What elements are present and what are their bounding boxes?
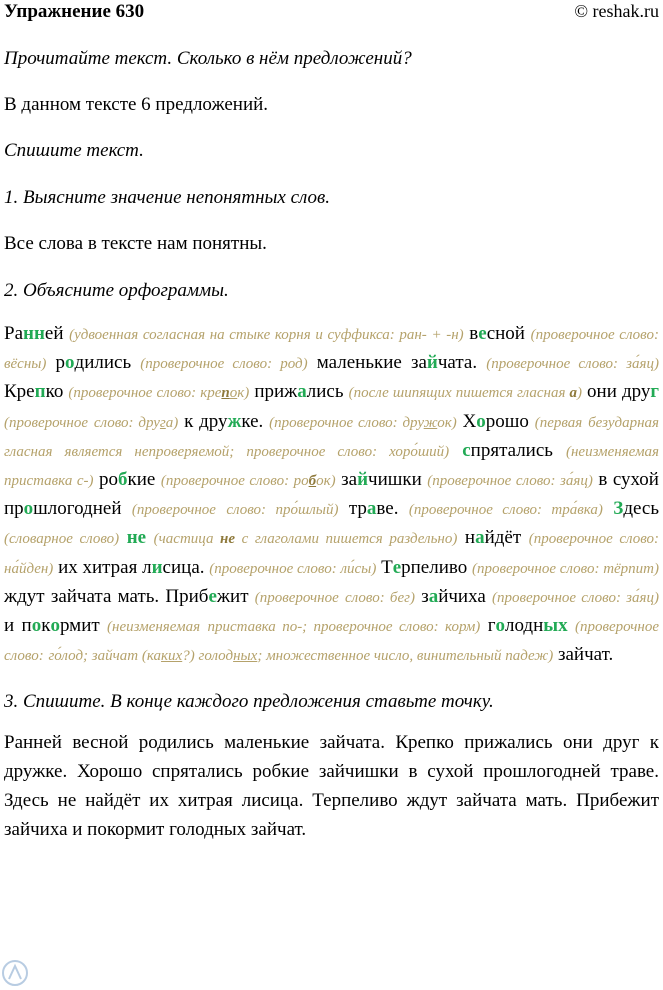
orthogram-comment: ок) [316,473,336,490]
orthogram-letter: е [478,323,487,344]
text-fragment: за [341,469,358,491]
orthogram-letter: й [426,352,438,374]
orthogram-letter: о [50,615,60,637]
text-fragment: лодн [504,615,544,637]
question-3: 1. Выясните значение непонятных слов. [4,187,331,208]
orthogram-comment: (проверочное слово: тёрпит) [471,560,660,577]
answer-3: Все слова в тексте нам понятны. [4,233,267,254]
orthogram-comment: (проверочное слово: род) [140,356,308,373]
orthogram-comment: к) [237,385,250,402]
text-fragment: прятались [470,439,566,461]
orthogram-comment: (проверочное слово: тра́вка) [408,502,603,519]
orthogram-comment: (проверочное слово: кре [68,385,222,402]
orthogram-comment: ок) [437,414,457,431]
orthogram-comment: (проверочное [131,502,216,519]
text-fragment: ро [93,469,118,491]
text-fragment: Т [376,556,393,578]
text-fragment: рошо [485,410,535,432]
text-fragment: ждут зайчата мать. Приб [4,585,209,607]
orthogram-letter: ж [227,410,242,432]
exercise-title: Упражнение 630 [4,1,145,22]
text-fragment: ве. [376,498,409,520]
text-fragment: маленькие [307,352,411,374]
orthogram-comment: (проверочное слово: ро [160,473,309,490]
orthogram-comment: ) [577,385,582,402]
text-fragment [146,527,154,548]
text-fragment: к дру [178,410,228,432]
question-4: 2. Объясните орфограммы. [4,280,229,301]
copied-text: Ранней весной родились маленькие зайчата. Крепко прижались они друг к дружке. Хорошо спрятались робкие зайчишки в сухой прошлогодней траве. Здесь не найдёт их хитрая лисица. Терпеливо ждут зайчата мать. Прибежит зайчиха и покормит голодных зайчат. [4,732,659,840]
text-fragment: з [414,585,429,607]
watermark-logo [0,958,30,988]
question-2: Спишите текст. [4,140,144,161]
orthogram-letter: с [462,439,471,461]
orthogram-comment: (неизменяемая приставка с-) [4,443,660,490]
orthogram-comment: (проверочное [254,589,339,606]
orthogram-comment: с глаголами пишется раздельно) [235,531,458,548]
text-fragment: в [463,323,479,344]
orthogram-comment: (проверочное слово: за́яц) [427,473,593,490]
text-fragment: дились [74,352,141,374]
orthogram-comment: а [569,385,577,402]
orthogram-comment: (удвоенная согласная на стыке корня и суффикса: ран- + -н) [69,327,464,343]
orthogram-comment: приставка по-; проверочное слово: корм) [207,619,481,636]
text-fragment: в сухой пр [4,469,659,520]
orthogram-comment: слово: бег) [345,589,415,606]
text-fragment: Кре [4,381,35,403]
text-fragment: ей [44,323,70,344]
text-fragment [603,498,613,519]
orthogram-comment: (проверочное слово: за́яц) [492,589,660,606]
orthogram-letter: й [357,469,369,491]
orthogram-comment: го́лод; зайчат (ка [48,648,162,665]
orthogram-comment: безударная гласная является непроверяемой; проверочное слово: хоро́ший) [4,414,659,460]
orthogram-explanation [4,320,659,670]
text-fragment: они дру [582,381,651,403]
text-fragment: Х [456,410,477,432]
orthogram-comment: п [221,385,230,402]
orthogram-comment: (словарное слово) [4,531,120,548]
text-fragment: кие [127,469,161,491]
orthogram-comment: слово: дру [93,414,160,431]
orthogram-letter: нн [23,323,45,344]
orthogram-comment: ?) голод [182,648,234,665]
text-fragment: тр [338,498,367,520]
orthogram-comment: б [308,473,317,490]
orthogram-letter: а [428,585,439,607]
orthogram-comment: (проверочное слово: [528,531,660,548]
header [4,0,659,26]
text-fragment: и п [4,615,32,637]
orthogram-letter: г [650,381,659,403]
text-fragment: чишки [368,469,428,491]
text-fragment: рмит [59,615,108,637]
orthogram-comment: (проверочное слово: вёсны) [4,327,659,373]
orthogram-comment: (после шипящих пишется гласная [348,385,570,402]
orthogram-comment: (частица [153,531,221,548]
orthogram-letter: и [151,556,163,578]
text-fragment: г [480,615,496,637]
exercise-page [4,0,659,845]
answer-1: В данном тексте 6 предложений. [4,94,269,115]
orthogram-letter: б [118,469,128,491]
text-fragment: лись [306,381,349,403]
orthogram-comment: г [159,414,166,431]
orthogram-comment: о [229,385,238,402]
text-fragment: ко [45,381,69,403]
text-fragment: н [457,527,476,549]
text-fragment: их хитрая л [53,556,152,578]
orthogram-comment: ; множественное число, винительный падеж) [257,648,554,665]
orthogram-comment: ж [423,414,438,431]
orthogram-letter: а [297,381,307,403]
orthogram-letter: п [34,381,46,403]
text-fragment: десь [623,498,659,520]
orthogram-comment: (проверочное слово: [4,619,660,665]
orthogram-comment: (первая [534,414,583,431]
orthogram-letter: не [126,527,147,549]
orthogram-comment: ных [233,648,258,665]
text-fragment: шлогодней [33,498,132,520]
text-fragment: р [46,352,66,374]
orthogram-comment: (проверочное слово: ли́сы) [209,560,377,577]
orthogram-comment: не [220,531,236,548]
orthogram-letter: о [23,498,34,520]
orthogram-comment: (проверочное [4,414,89,431]
orthogram-comment: (проверочное слово: дру [269,414,424,431]
orthogram-letter: о [65,352,75,374]
site-credit: © reshak.ru [574,1,659,21]
orthogram-comment: (неизменяемая [107,619,201,636]
orthogram-comment: слово: про́шлый) [226,502,339,519]
orthogram-letter: е [208,585,217,607]
question-5: 3. Спишите. В конце каждого предложения ставьте точку. [4,691,494,713]
orthogram-comment: на́йден) [4,560,54,577]
text-fragment: чата. [437,352,487,374]
text-fragment: к [41,615,51,637]
question-1: Прочитайте текст. Сколько в нём предложений? [4,48,412,69]
text-fragment: за [410,352,427,374]
text-fragment: Ра [4,323,23,344]
orthogram-letter: З [613,498,624,520]
orthogram-comment: а) [165,414,179,431]
orthogram-letter: а [475,527,485,549]
orthogram-comment: (проверочное слово: за́яц) [486,356,659,373]
text-fragment [568,615,575,636]
text-fragment: йчиха [438,585,493,607]
orthogram-letter: е [392,556,402,578]
orthogram-letter: о [495,615,505,637]
text-fragment: жит [216,585,255,607]
text-fragment: приж [254,381,298,403]
text-fragment: сица. [162,556,210,578]
text-fragment: йдёт [484,527,529,549]
orthogram-letter: а [366,498,377,520]
orthogram-letter: ых [543,615,568,637]
text-fragment: ке. [241,410,270,432]
orthogram-comment: ких [161,648,183,665]
orthogram-letter: о [31,615,42,637]
text-fragment: рпеливо [401,556,468,578]
text-fragment: зайчат. [557,644,614,666]
orthogram-letter: о [476,410,486,432]
text-fragment: сной [486,323,531,344]
